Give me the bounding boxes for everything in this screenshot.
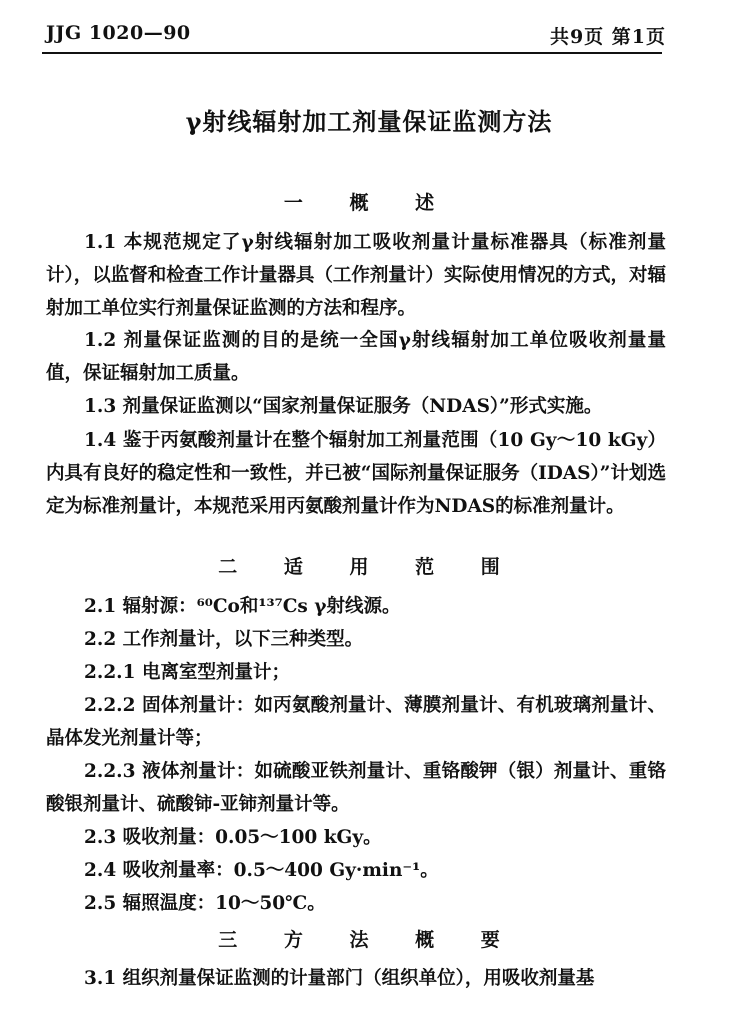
paragraph-1-4: 1.4 鉴于丙氨酸剂量计在整个辐射加工剂量范围（10 Gy～10 kGy）内具有良好的稳定性和一致性，并已被“国际剂量保证服务（IDAS）”计划选定为标准剂量计，本规范采用丙氨酸剂量计作为NDAS的标准剂量计。 — [46, 430, 666, 517]
standard-code: JJG 1020—90 — [46, 22, 191, 44]
section-heading-3: 三 方 法 概 要 — [218, 929, 520, 951]
paragraph-1-3: 1.3 剂量保证监测以“国家剂量保证服务（NDAS）”形式实施。 — [84, 396, 603, 417]
paragraph-2-5: 2.5 辐照温度：10～50℃。 — [84, 893, 326, 914]
paragraph-2-1: 2.1 辐射源：⁶⁰Co和¹³⁷Cs γ射线源。 — [84, 596, 401, 617]
header-rule — [42, 52, 662, 54]
paragraph-3-1: 3.1 组织剂量保证监测的计量部门（组织单位），用吸收剂量基 — [84, 968, 595, 989]
section-heading-2: 二 适 用 范 围 — [218, 556, 520, 578]
paragraph-1-2: 1.2 剂量保证监测的目的是统一全国γ射线辐射加工单位吸收剂量量值，保证辐射加工质量。 — [46, 330, 666, 384]
page-count: 共9页 第1页 — [549, 26, 666, 48]
paragraph-2-2-1: 2.2.1 电离室型剂量计； — [84, 662, 290, 683]
paragraph-2-2-3: 2.2.3 液体剂量计：如硫酸亚铁剂量计、重铬酸钾（银）剂量计、重铬酸银剂量计、硫酸铈-亚铈剂量计等。 — [46, 761, 666, 815]
document-title: γ射线辐射加工剂量保证监测方法 — [185, 107, 553, 136]
paragraph-2-2: 2.2 工作剂量计，以下三种类型。 — [84, 629, 364, 650]
paragraph-2-2-2: 2.2.2 固体剂量计：如丙氨酸剂量计、薄膜剂量计、有机玻璃剂量计、晶体发光剂量计等； — [46, 695, 666, 749]
paragraph-1-1: 1.1 本规范规定了γ射线辐射加工吸收剂量计量标准器具（标准剂量计），以监督和检查工作计量器具（工作剂量计）实际使用情况的方式，对辐射加工单位实行剂量保证监测的方法和程序。 — [46, 232, 666, 319]
section-heading-1: 一 概 述 — [283, 192, 455, 214]
page-header — [40, 14, 666, 50]
paragraph-2-3: 2.3 吸收剂量：0.05～100 kGy。 — [84, 827, 382, 848]
paragraph-2-4: 2.4 吸收剂量率：0.5～400 Gy·min⁻¹。 — [84, 860, 439, 881]
